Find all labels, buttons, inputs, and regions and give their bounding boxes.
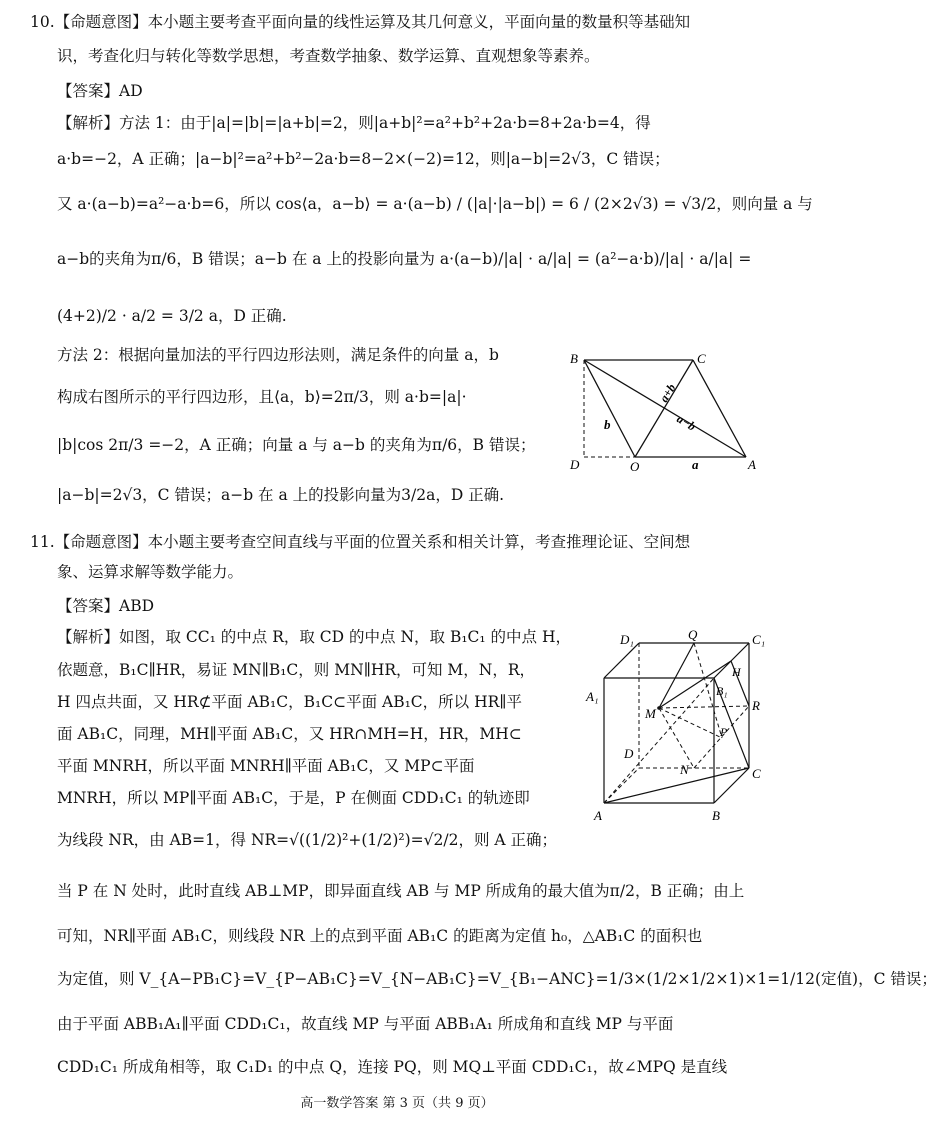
q11-analysis-line9: 可知，NR∥平面 AB₁C，则线段 NR 上的点到平面 AB₁C 的距离为定值 h₀，△AB₁C 的面积也: [57, 927, 703, 945]
fig2-label-P: P: [720, 725, 728, 739]
q10-intent-line2: 识，考查化归与转化等数学思想，考查数学抽象、数学运算、直观想象等素养。: [57, 47, 600, 65]
q11-analysis-line7: 为线段 NR，由 AB=1，得 NR=√((1/2)²+(1/2)²)=√2/2，则 A 正确；: [57, 831, 557, 849]
fig1-label-A: A: [748, 457, 756, 472]
q10-analysis-line5: (4+2)/2 · a/2 = 3/2 a，D 正确.: [57, 307, 287, 325]
fig2-label-H: H: [732, 665, 741, 679]
q10-method2-line1: 方法 2：根据向量加法的平行四边形法则，满足条件的向量 a，b: [57, 346, 499, 364]
fig2-label-N: N: [680, 762, 689, 777]
q11-analysis-line11: 由于平面 ABB₁A₁∥平面 CDD₁C₁，故直线 MP 与平面 ABB₁A₁ 所成角和直线 MP 与平面: [57, 1015, 674, 1033]
q10-method2-line4: |a−b|=2√3，C 错误；a−b 在 a 上的投影向量为3/2a，D 正确.: [57, 486, 505, 504]
fig2-label-C1: C₁: [752, 632, 766, 647]
fig2-label-D1: D₁: [620, 632, 634, 647]
q10-intent-line1: 10.【命题意图】本小题主要考查平面向量的线性运算及其几何意义，平面向量的数量积等基础知: [30, 13, 691, 31]
q10-method2-line3: |b|cos 2π/3 =−2，A 正确；向量 a 与 a−b 的夹角为π/6，B 错误；: [57, 436, 536, 454]
q11-intent-line2: 象、运算求解等数学能力。: [57, 563, 244, 581]
fig1-label-a: a: [692, 457, 699, 472]
fig2-label-D: D: [624, 746, 634, 761]
q11-intent-line1: 11.【命题意图】本小题主要考查空间直线与平面的位置关系和相关计算，考查推理论证、空间想: [30, 533, 691, 551]
q11-answer: 【答案】ABD: [57, 597, 155, 615]
fig2-label-B1: B₁: [716, 684, 728, 698]
q10-answer: 【答案】AD: [57, 82, 143, 100]
q11-analysis-line12: CDD₁C₁ 所成角相等，取 C₁D₁ 的中点 Q，连接 PQ，则 MQ⊥平面 CDD₁C₁，故∠MPQ 是直线: [57, 1058, 728, 1076]
fig2-label-B: B: [712, 808, 720, 823]
fig2-label-A1: A₁: [586, 689, 599, 704]
q11-analysis-line1: 【解析】如图，取 CC₁ 的中点 R，取 CD 的中点 N，取 B₁C₁ 的中点 H，: [57, 628, 571, 646]
q11-analysis-line10: 为定值，则 V_{A−PB₁C}=V_{P−AB₁C}=V_{N−AB₁C}=V_{B₁−ANC}=1/3×(1/2×1/2×1)×1=1/12(定值)，C 错误；: [57, 970, 937, 988]
fig2-label-A: A: [594, 808, 602, 823]
q10-analysis-line4: a−b的夹角为π/6，B 错误；a−b 在 a 上的投影向量为 a·(a−b)/|a| · a/|a| = (a²−a·b)/|a| · a/|a| =: [57, 250, 752, 268]
fig2-label-C: C: [752, 766, 761, 781]
fig2-label-M: M: [645, 706, 656, 721]
fig1-label-O: O: [630, 459, 640, 474]
q10-analysis-line3: 又 a·(a−b)=a²−a·b=6，所以 cos⟨a，a−b⟩ = a·(a−b) / (|a|·|a−b|) = 6 / (2×2√3) = √3/2，则向量 a 与: [57, 195, 813, 213]
fig1-label-a-minus-b: a−b: [674, 411, 699, 434]
page-footer: 高一数学答案 第 3 页（共 9 页）: [300, 1096, 494, 1111]
q11-analysis-line6: MNRH，所以 MP∥平面 AB₁C，于是，P 在侧面 CDD₁C₁ 的轨迹即: [57, 789, 530, 807]
fig1-label-D: D: [570, 457, 580, 472]
fig2-label-R: R: [752, 698, 760, 713]
fig2-label-Q: Q: [688, 627, 698, 642]
parallelogram-figure: [562, 345, 772, 475]
cube-figure: [584, 628, 774, 823]
q11-analysis-line5: 平面 MNRH，所以平面 MNRH∥平面 AB₁C，又 MP⊂平面: [57, 757, 475, 775]
q10-analysis-line1: 【解析】方法 1：由于|a|=|b|=|a+b|=2，则|a+b|²=a²+b²+2a·b=8+2a·b=4，得: [57, 114, 651, 132]
fig1-label-b: b: [604, 417, 611, 432]
q10-method2-line2: 构成右图所示的平行四边形，且⟨a，b⟩=2π/3，则 a·b=|a|·: [57, 388, 467, 406]
fig1-label-B: B: [570, 351, 578, 366]
q11-analysis-line2: 依题意，B₁C∥HR，易证 MN∥B₁C，则 MN∥HR，可知 M，N，R，: [57, 661, 536, 679]
fig1-label-a-plus-b: a+b: [656, 381, 679, 405]
q10-analysis-line2: a·b=−2，A 正确；|a−b|²=a²+b²−2a·b=8−2×(−2)=12，则|a−b|=2√3，C 错误；: [57, 150, 670, 168]
fig1-label-C: C: [697, 351, 706, 366]
q11-analysis-line3: H 四点共面，又 HR⊄平面 AB₁C，B₁C⊂平面 AB₁C，所以 HR∥平: [57, 693, 522, 711]
q11-analysis-line4: 面 AB₁C，同理，MH∥平面 AB₁C，又 HR∩MH=H，HR，MH⊂: [57, 725, 522, 743]
q11-analysis-line8: 当 P 在 N 处时，此时直线 AB⊥MP，即异面直线 AB 与 MP 所成角的最大值为π/2，B 正确；由上: [57, 882, 745, 900]
